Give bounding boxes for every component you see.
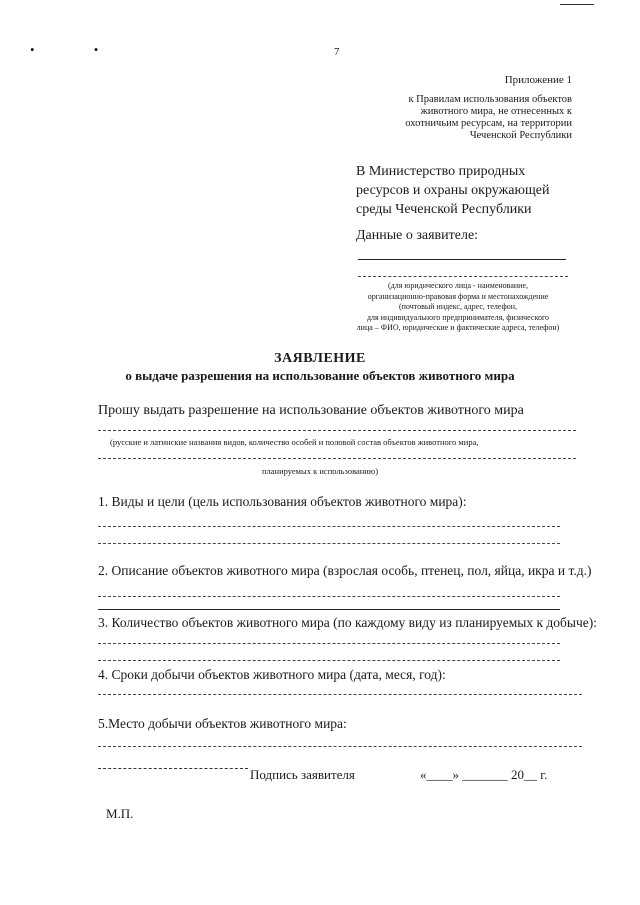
species-field-line: [98, 430, 576, 431]
appendix-title: Приложение 1: [504, 74, 572, 86]
signature-field-line: [98, 768, 248, 769]
section-3-label: 3. Количество объектов животного мира (по каждому виду из планируемых к добыче):: [98, 615, 597, 630]
section-3-field-line: [98, 643, 560, 644]
species-note: (русские и латинские названия видов, количество особей и половой состав объектов животного мира,: [110, 437, 479, 447]
section-2-field-line: [98, 596, 560, 597]
section-5-label: 5.Место добычи объектов животного мира:: [98, 716, 347, 731]
header-marks: • •: [30, 42, 127, 57]
applicant-note-line: (почтовый индекс, адрес, телефон,: [398, 302, 518, 311]
section-1-field-line: [98, 543, 560, 544]
appendix-reference-line: животного мира, не отнесенных к: [420, 106, 572, 117]
section-4-label: 4. Сроки добычи объектов животного мира (дата, меся, год):: [98, 667, 446, 682]
signature-label: Подпись заявителя: [250, 767, 355, 782]
addressee-line: В Министерство природных: [356, 164, 526, 179]
section-1-field-line: [98, 526, 560, 527]
applicant-label: Данные о заявителе:: [356, 228, 479, 243]
species-field-line: [98, 458, 576, 459]
document-title: ЗАЯВЛЕНИЕ: [274, 351, 366, 366]
appendix-reference-line: Чеченской Республики: [469, 130, 572, 141]
applicant-field-line: [358, 259, 566, 260]
section-5-field-line: [98, 746, 582, 747]
applicant-note-line: для индивидуального предпринимателя, физического: [366, 312, 550, 322]
applicant-note-line: организационно-правовая форма и местонахождение: [367, 291, 549, 301]
top-edge-rule: [560, 4, 594, 5]
request-text: Прошу выдать разрешение на использование объектов животного мира: [98, 403, 524, 418]
applicant-note-line: (для юридического лица - наименование,: [387, 281, 528, 290]
appendix-reference-line: к Правилам использования объектов: [408, 94, 572, 105]
addressee-line: среды Чеченской Республики: [356, 202, 532, 217]
signature-date: «____» _______ 20__ г.: [420, 767, 548, 782]
document-subtitle: о выдаче разрешения на использование объектов животного мира: [125, 368, 515, 383]
species-note-continued: планируемых к использованию): [261, 466, 379, 476]
section-1-label: 1. Виды и цели (цель использования объектов животного мира):: [98, 494, 467, 509]
applicant-note: [340, 281, 576, 334]
section-4-field-line: [98, 694, 582, 695]
addressee-block: [356, 162, 576, 219]
stamp-label: М.П.: [106, 806, 134, 821]
appendix-reference: [342, 94, 572, 142]
section-2-label: 2. Описание объектов животного мира (взрослая особь, птенец, пол, яйца, икра и т.д.): [98, 563, 592, 578]
addressee-line: ресурсов и охраны окружающей: [356, 183, 550, 198]
appendix-reference-line: охотничьим ресурсам, на территории: [405, 118, 572, 129]
applicant-note-line: лица – ФИО, юридические и фактические адреса, телефон): [356, 323, 560, 332]
section-2-field-line: [98, 609, 560, 610]
page-number: 7: [334, 46, 340, 58]
applicant-field-line: [358, 276, 568, 277]
section-3-field-line: [98, 660, 560, 661]
